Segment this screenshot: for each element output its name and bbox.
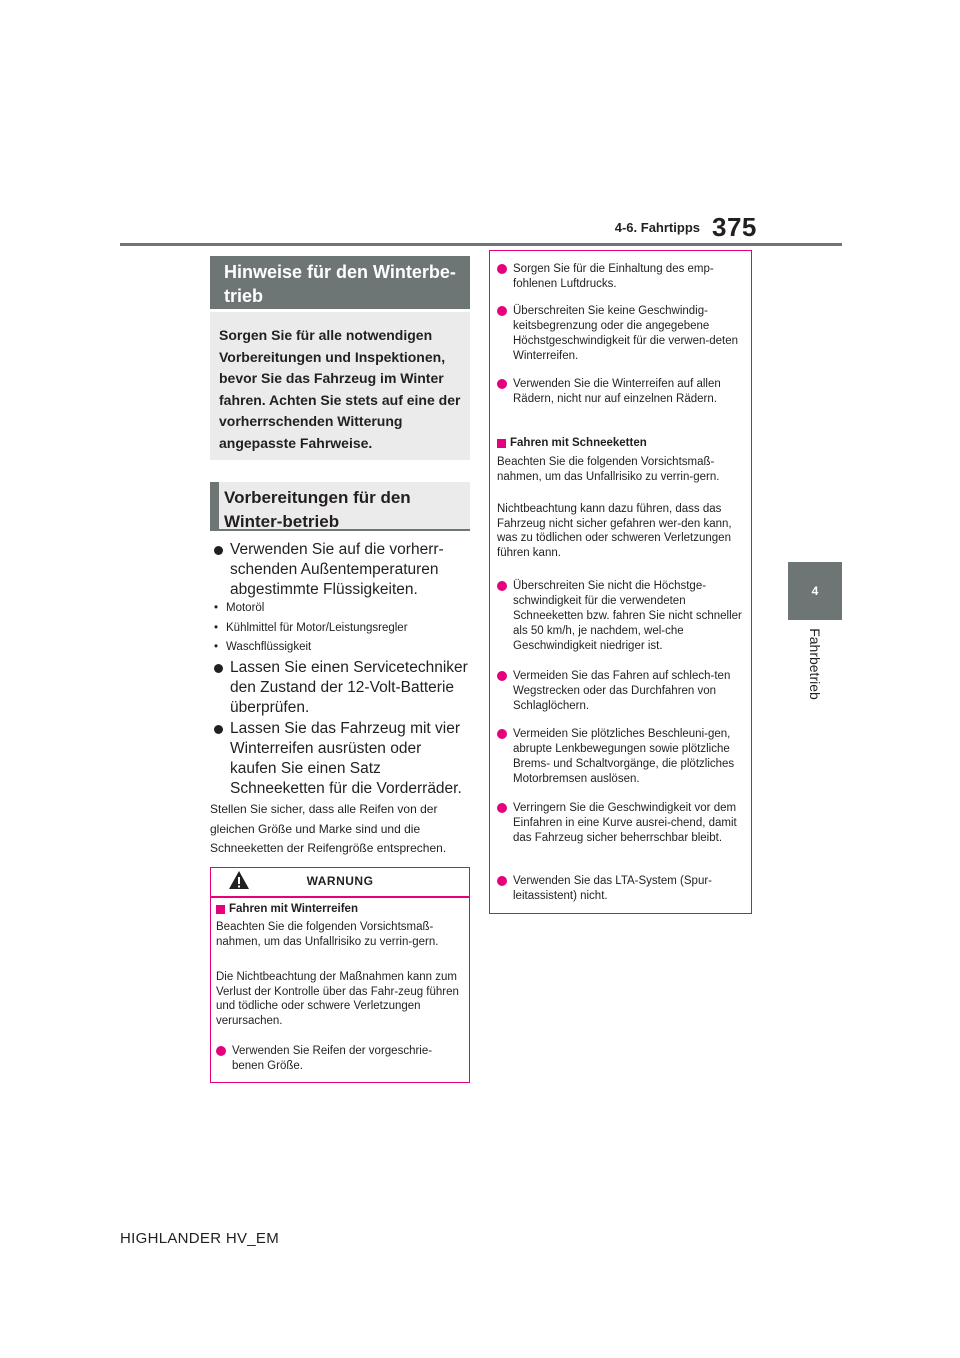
- bullet-icon: •: [214, 641, 219, 653]
- bullet-icon: [214, 664, 223, 673]
- pink-bullet-icon: [497, 671, 507, 681]
- list-item: [210, 719, 472, 799]
- warning-divider: [211, 896, 469, 898]
- list-item-text: Verwenden Sie auf die vorherr-schenden Außentemperaturen abgestimmte Flüssigkeiten.: [230, 541, 444, 598]
- warning-list-item-text: Vermeiden Sie plötzliches Beschleuni-gen, abrupte Lenkbewegungen sowie plötzliche Brems- und Schaltvorgänge, die plötzliches Motorbremsen auslösen.: [513, 728, 735, 785]
- warning-list-item: [497, 262, 745, 292]
- sub-list-item: [212, 640, 472, 654]
- pink-bullet-icon: [497, 264, 507, 274]
- warning-list-item-text: Verringern Sie die Geschwindigkeit vor dem Einfahren in eine Kurve ausrei-chend, damit das Fahrzeug sicher beherrschbar bleibt.: [513, 802, 737, 844]
- square-bullet-icon: [216, 905, 225, 914]
- warning-list-item: [497, 874, 745, 904]
- warning-list-item: [497, 304, 745, 364]
- warning-list-item-text: Überschreiten Sie keine Geschwindig-keitsbegrenzung oder die angegebene Höchstgeschwindigkeit für die verwen-deten Winterreifen.: [513, 305, 739, 362]
- warning-box: [210, 867, 470, 1083]
- warning-list-item-text: Verwenden Sie Reifen der vorgeschrie-benen Größe.: [232, 1045, 433, 1072]
- warning-list-item-text: Sorgen Sie für die Einhaltung des emp-fohlenen Luftdrucks.: [513, 263, 714, 290]
- square-bullet-icon: [497, 439, 506, 448]
- warning-title: WARNUNG: [306, 874, 374, 888]
- section-heading-winter-preparation: Vorbereitungen für den Winter-betrieb: [210, 482, 470, 531]
- bullet-icon: •: [214, 602, 219, 614]
- warning-subheading: [216, 902, 477, 917]
- warning-list-item: [216, 1044, 462, 1074]
- warning-list-item: [497, 727, 745, 787]
- list-item: [210, 658, 472, 718]
- list-item: [210, 540, 472, 600]
- warning-list-item: [497, 669, 745, 714]
- warning-list-item-text: Verwenden Sie die Winterreifen auf allen Rädern, nicht nur auf einzelnen Rädern.: [513, 378, 721, 405]
- pink-bullet-icon: [497, 803, 507, 813]
- footer-model-name: HIGHLANDER HV_EM: [120, 1230, 279, 1247]
- warning-subheading-text: Fahren mit Winterreifen: [229, 903, 358, 915]
- section-heading-winter-operation: Hinweise für den Winterbe-trieb: [210, 256, 470, 309]
- warning-list-item-text: Überschreiten Sie nicht die Höchstge-schwindigkeit für die verwendeten Schneeketten bzw. fahren Sie nicht schneller als 50 km/h, je nachdem, wel-che Geschwindigkeit niedriger ist.: [513, 580, 742, 652]
- pink-bullet-icon: [497, 729, 507, 739]
- sub-list-item-text: Kühlmittel für Motor/Leistungsregler: [226, 622, 408, 634]
- warning-box-continued: [489, 250, 752, 914]
- warning-text: Die Nichtbeachtung der Maßnahmen kann zum Verlust der Kontrolle über das Fahr-zeug führen und tödliche oder schwere Verletzungen verursachen.: [216, 971, 459, 1027]
- warning-list-item-text: Vermeiden Sie das Fahren auf schlech-ten Wegstrecken oder das Durchfahren von Schlaglöchern.: [513, 670, 731, 712]
- tire-note: Stellen Sie sicher, dass alle Reifen von der gleichen Größe und Marke sind und die Schneeketten der Reifengröße entsprechen.: [210, 802, 447, 855]
- warning-list-item: [497, 377, 745, 407]
- warning-triangle-icon: [228, 870, 250, 890]
- list-item-text: Lassen Sie einen Servicetechniker den Zustand der 12-Volt-Batterie überprüfen.: [230, 659, 468, 716]
- list-item-text: Lassen Sie das Fahrzeug mit vier Winterreifen ausrüsten oder kaufen Sie einen Satz Schneeketten für die Vorderräder.: [230, 720, 462, 797]
- intro-box: Sorgen Sie für alle notwendigen Vorbereitungen und Inspektionen, bevor Sie das Fahrzeug im Winter fahren. Achten Sie stets auf eine der vorherrschenden Witterung angepasste Fahrweise.: [210, 312, 470, 460]
- sub-list-item: [212, 601, 472, 615]
- bullet-icon: [214, 725, 223, 734]
- warning-text: Beachten Sie die folgenden Vorsichtsmaß-nahmen, um das Unfallrisiko zu verrin-gern.: [216, 921, 439, 948]
- sub-list-item-text: Motoröl: [226, 602, 265, 614]
- header-rule: [120, 243, 842, 246]
- pink-bullet-icon: [497, 306, 507, 316]
- warning-list-item: [497, 579, 745, 654]
- warning-list-item: [497, 801, 745, 846]
- sub-list-item-text: Waschflüssigkeit: [226, 641, 312, 653]
- warning-text: Beachten Sie die folgenden Vorsichtsmaß-nahmen, um das Unfallrisiko zu verrin-gern.: [497, 456, 720, 483]
- bullet-icon: [214, 546, 223, 555]
- pink-bullet-icon: [216, 1046, 226, 1056]
- sub-list-item: [212, 621, 472, 635]
- pink-bullet-icon: [497, 876, 507, 886]
- bullet-icon: •: [214, 622, 219, 634]
- pink-bullet-icon: [497, 379, 507, 389]
- page-number: 375: [712, 212, 757, 242]
- warning-text: Nichtbeachtung kann dazu führen, dass das Fahrzeug nicht sicher gefahren wer-den kann, was zu tödlichen oder schweren Verletzungen führen kann.: [497, 503, 732, 559]
- pink-bullet-icon: [497, 581, 507, 591]
- warning-subheading: [497, 436, 758, 451]
- warning-list-item-text: Verwenden Sie das LTA-System (Spur-leitassistent) nicht.: [513, 875, 712, 902]
- chapter-tab[interactable]: 4: [788, 562, 842, 620]
- section-label: 4-6. Fahrtipps: [614, 220, 700, 235]
- warning-subheading-text: Fahren mit Schneeketten: [510, 437, 647, 449]
- chapter-tab-label: Fahrbetrieb: [807, 628, 823, 700]
